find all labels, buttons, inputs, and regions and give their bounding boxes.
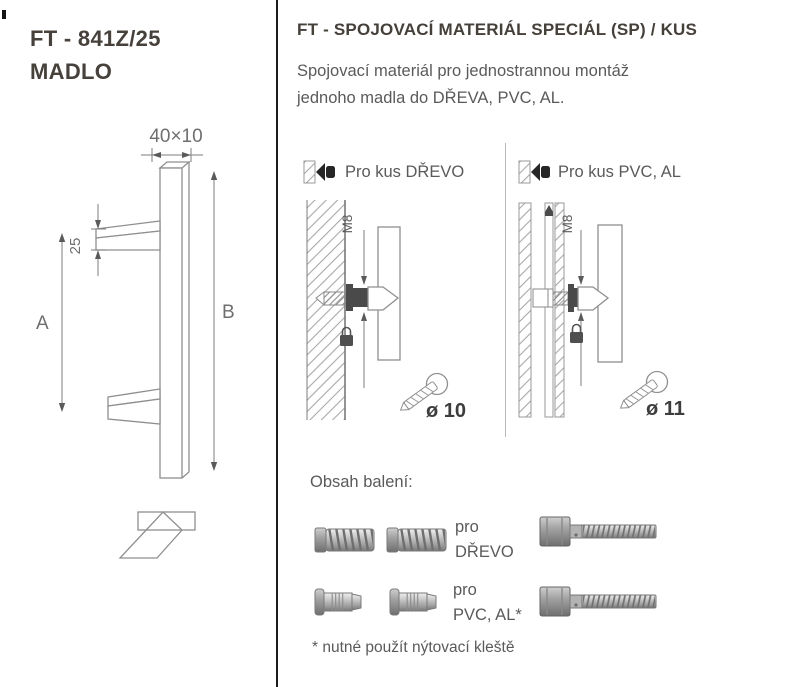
lock-icon — [340, 328, 353, 347]
profile-section-icon — [120, 512, 195, 558]
drill-diameter-label: ø 10 — [426, 400, 467, 422]
wood-mounting-diagram — [300, 198, 495, 435]
description-line-1: Spojovací materiál pro jednostrannou montáž — [297, 62, 630, 80]
thread-size-label: M8 — [560, 214, 575, 234]
dim-offset-label: 25 — [67, 237, 84, 255]
frame-anchor-icon — [518, 158, 552, 186]
product-code: FT - 841Z/25 — [30, 26, 161, 51]
dim-b — [211, 171, 235, 471]
thread-size-label: M8 — [340, 214, 355, 234]
section-description — [297, 58, 777, 112]
rivet-tool-footnote: * nutné použít nýtovací kleště — [312, 639, 515, 656]
wood-items-label: pro DŘEVO — [455, 518, 514, 561]
lower-support — [108, 389, 160, 424]
wall-anchor-icon — [303, 158, 337, 186]
pvc-items-label: pro PVC, AL* — [453, 581, 522, 624]
bolt-image — [538, 514, 660, 550]
rivet-nut-image — [313, 583, 365, 621]
section-header: FT - SPOJOVACÍ MATERIÁL SPECIÁL (SP) / KUS — [297, 20, 698, 39]
pvc-mounting-diagram — [515, 196, 715, 436]
product-type: MADLO — [30, 59, 113, 84]
pvc-section-label: Pro kus PVC, AL — [558, 163, 681, 181]
print-corner-mark — [2, 10, 6, 19]
package-contents-title: Obsah balení: — [310, 473, 413, 491]
euro-screw-image — [385, 521, 451, 559]
hollow-profile — [519, 203, 564, 417]
handle-technical-drawing — [0, 100, 277, 590]
wood-section-label: Pro kus DŘEVO — [345, 163, 465, 181]
dim-a-label: A — [36, 313, 49, 334]
dim-cross-section — [141, 126, 203, 162]
drill-diameter-label: ø 11 — [646, 398, 685, 420]
description-line-2: jednoho madla do DŘEVA, PVC, AL. — [297, 89, 565, 107]
handle-bar-outline — [160, 162, 189, 478]
dim-a — [36, 233, 65, 412]
dim-cross-section-label: 40×10 — [149, 126, 203, 147]
lock-icon — [570, 325, 583, 344]
diagram-divider — [505, 143, 506, 437]
euro-screw-image — [313, 521, 379, 559]
bolt-image — [538, 584, 660, 620]
product-title — [30, 22, 161, 88]
rivet-nut-image — [388, 583, 440, 621]
dim-b-label: B — [222, 302, 235, 323]
upper-support — [96, 221, 160, 250]
